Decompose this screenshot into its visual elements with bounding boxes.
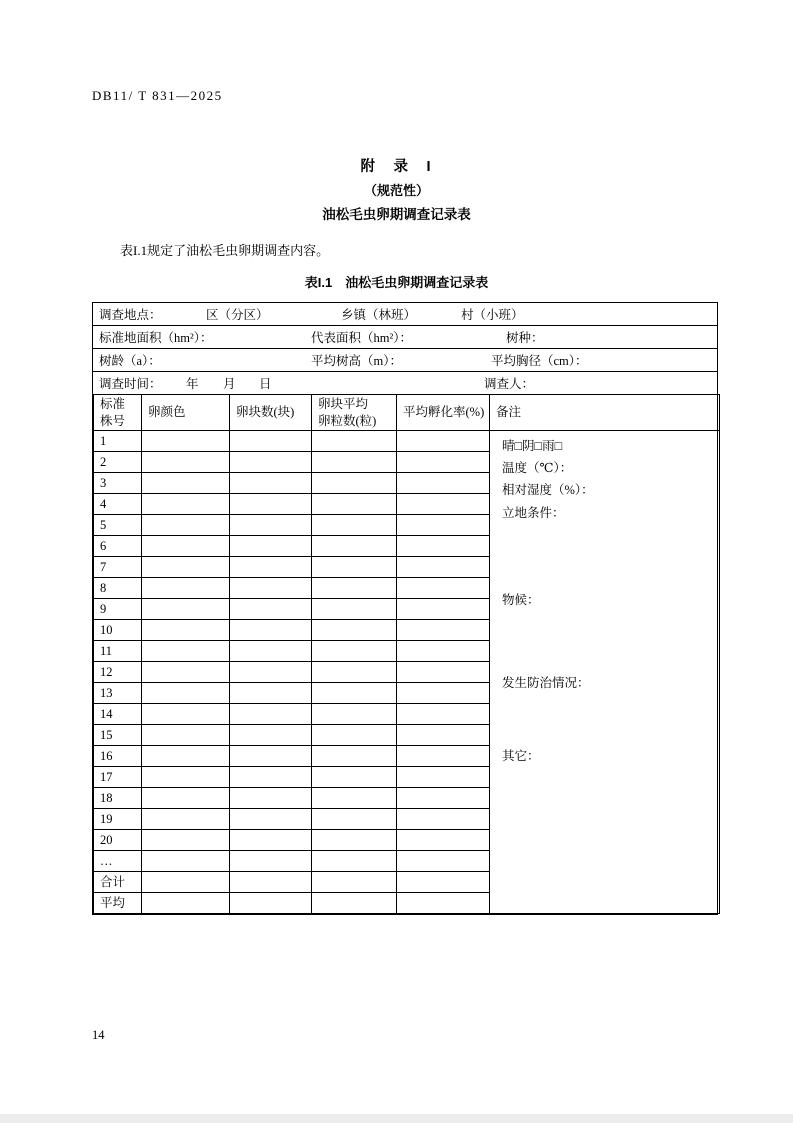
blank-cell bbox=[230, 788, 312, 809]
blank-cell bbox=[230, 767, 312, 788]
blank-cell bbox=[230, 452, 312, 473]
blank-cell bbox=[397, 809, 490, 830]
col-header-egg-mass-count bbox=[230, 395, 312, 431]
remark-line: 相对湿度（%）： bbox=[502, 482, 594, 497]
blank-cell bbox=[230, 620, 312, 641]
row-label-cell: 16 bbox=[94, 746, 142, 767]
blank-cell bbox=[230, 641, 312, 662]
row-label-cell: 17 bbox=[94, 767, 142, 788]
intro-paragraph: 表I.1规定了油松毛虫卵期调查内容。 bbox=[120, 243, 330, 258]
blank-cell bbox=[312, 662, 397, 683]
blank-cell bbox=[397, 893, 490, 914]
blank-cell bbox=[142, 767, 230, 788]
row-label-cell: 合计 bbox=[94, 872, 142, 893]
col-header-avg-eggs-per-mass bbox=[312, 395, 397, 431]
blank-cell bbox=[397, 830, 490, 851]
blank-cell bbox=[397, 557, 490, 578]
blank-cell bbox=[312, 536, 397, 557]
appendix-normative-label: （规范性） bbox=[363, 183, 429, 198]
blank-cell bbox=[142, 872, 230, 893]
blank-cell bbox=[397, 473, 490, 494]
blank-cell bbox=[397, 662, 490, 683]
remark-line: 晴□阴□雨□ bbox=[502, 438, 563, 453]
col-header-line: 卵颜色 bbox=[148, 405, 186, 420]
blank-cell bbox=[312, 851, 397, 872]
col-header-line: 平均孵化率(%) bbox=[403, 405, 485, 420]
row-label-cell: 1 bbox=[94, 431, 142, 452]
row-label-cell: 19 bbox=[94, 809, 142, 830]
row-label-cell: 12 bbox=[94, 662, 142, 683]
row-label-cell: … bbox=[94, 851, 142, 872]
blank-cell bbox=[230, 578, 312, 599]
blank-cell bbox=[230, 746, 312, 767]
blank-cell bbox=[230, 830, 312, 851]
record-row bbox=[94, 431, 720, 452]
blank-cell bbox=[142, 473, 230, 494]
blank-cell bbox=[312, 494, 397, 515]
blank-cell bbox=[312, 746, 397, 767]
blank-cell bbox=[230, 872, 312, 893]
blank-cell bbox=[312, 872, 397, 893]
blank-cell bbox=[312, 704, 397, 725]
blank-cell bbox=[312, 725, 397, 746]
blank-cell bbox=[142, 809, 230, 830]
col-header-line: 株号 bbox=[100, 413, 126, 428]
info-label-avg-dbh: 平均胸径（cm）： bbox=[491, 354, 588, 368]
row-label-cell: 13 bbox=[94, 683, 142, 704]
row-label-cell: 7 bbox=[94, 557, 142, 578]
appendix-title: 附 录 I bbox=[360, 159, 433, 175]
row-label-cell: 20 bbox=[94, 830, 142, 851]
blank-cell bbox=[142, 704, 230, 725]
blank-cell bbox=[142, 515, 230, 536]
info-label-location: 调查地点： bbox=[99, 308, 162, 322]
info-label-plot-area: 标准地面积（hm²）： bbox=[99, 331, 213, 345]
blank-cell bbox=[312, 683, 397, 704]
blank-cell bbox=[397, 725, 490, 746]
blank-cell bbox=[230, 662, 312, 683]
col-header-line: 卵块平均 bbox=[318, 397, 369, 412]
info-label-rep-area: 代表面积（hm²）： bbox=[311, 331, 412, 345]
blank-cell bbox=[312, 431, 397, 452]
blank-cell bbox=[312, 578, 397, 599]
blank-cell bbox=[230, 725, 312, 746]
blank-cell bbox=[312, 767, 397, 788]
info-label-year: 年 bbox=[186, 377, 199, 391]
info-row-area bbox=[93, 326, 717, 349]
blank-cell bbox=[312, 452, 397, 473]
row-label-cell: 14 bbox=[94, 704, 142, 725]
blank-cell bbox=[312, 893, 397, 914]
blank-cell bbox=[230, 809, 312, 830]
blank-cell bbox=[142, 452, 230, 473]
row-label-cell: 9 bbox=[94, 599, 142, 620]
info-row-location bbox=[93, 303, 717, 326]
info-label-township: 乡镇（林班） bbox=[341, 308, 417, 322]
remark-line: 物候： bbox=[502, 592, 540, 607]
col-header-line: 卵粒数(粒) bbox=[318, 413, 377, 428]
blank-cell bbox=[312, 515, 397, 536]
blank-cell bbox=[230, 599, 312, 620]
blank-cell bbox=[397, 767, 490, 788]
row-label-cell: 平均 bbox=[94, 893, 142, 914]
info-row-date bbox=[93, 372, 717, 394]
blank-cell bbox=[397, 578, 490, 599]
blank-cell bbox=[142, 599, 230, 620]
remark-line: 发生防治情况： bbox=[502, 675, 590, 690]
blank-cell bbox=[312, 620, 397, 641]
info-label-survey-time: 调查时间： bbox=[99, 377, 162, 391]
info-label-month: 月 bbox=[223, 377, 236, 391]
blank-cell bbox=[312, 641, 397, 662]
blank-cell bbox=[230, 473, 312, 494]
blank-cell bbox=[230, 536, 312, 557]
blank-cell bbox=[142, 662, 230, 683]
blank-cell bbox=[397, 515, 490, 536]
blank-cell bbox=[142, 557, 230, 578]
blank-cell bbox=[397, 641, 490, 662]
blank-cell bbox=[230, 494, 312, 515]
row-label-cell: 3 bbox=[94, 473, 142, 494]
row-label-cell: 11 bbox=[94, 641, 142, 662]
remark-line: 其它： bbox=[502, 748, 540, 763]
blank-cell bbox=[142, 536, 230, 557]
blank-cell bbox=[142, 683, 230, 704]
blank-cell bbox=[142, 893, 230, 914]
blank-cell bbox=[230, 515, 312, 536]
appendix-form-name: 油松毛虫卵期调查记录表 bbox=[322, 207, 471, 222]
page-edge bbox=[0, 1114, 793, 1123]
info-label-surveyor: 调查人： bbox=[484, 377, 535, 391]
col-header-hatch-rate bbox=[397, 395, 490, 431]
blank-cell bbox=[230, 893, 312, 914]
table-caption: 表I.1 油松毛虫卵期调查记录表 bbox=[304, 275, 489, 290]
remark-line: 温度（℃）： bbox=[502, 460, 573, 475]
blank-cell bbox=[397, 536, 490, 557]
blank-cell bbox=[142, 641, 230, 662]
blank-cell bbox=[397, 788, 490, 809]
blank-cell bbox=[397, 452, 490, 473]
blank-cell bbox=[397, 599, 490, 620]
doc-code: DB11/ T 831—2025 bbox=[92, 88, 223, 103]
row-label-cell: 10 bbox=[94, 620, 142, 641]
blank-cell bbox=[397, 494, 490, 515]
blank-cell bbox=[312, 830, 397, 851]
blank-cell bbox=[397, 746, 490, 767]
blank-cell bbox=[230, 431, 312, 452]
col-header-line: 卵块数(块) bbox=[236, 405, 295, 420]
row-label-cell: 5 bbox=[94, 515, 142, 536]
blank-cell bbox=[230, 704, 312, 725]
blank-cell bbox=[397, 851, 490, 872]
blank-cell bbox=[312, 557, 397, 578]
col-header-remarks bbox=[490, 395, 720, 431]
info-label-district: 区（分区） bbox=[206, 308, 269, 322]
remarks-content bbox=[496, 432, 719, 913]
row-label-cell: 8 bbox=[94, 578, 142, 599]
col-header-line: 标准 bbox=[100, 397, 126, 412]
blank-cell bbox=[230, 557, 312, 578]
blank-cell bbox=[142, 725, 230, 746]
blank-cell bbox=[312, 473, 397, 494]
info-label-tree-age: 树龄（a）： bbox=[99, 354, 161, 368]
blank-cell bbox=[142, 830, 230, 851]
record-table bbox=[93, 394, 720, 914]
blank-cell bbox=[142, 851, 230, 872]
blank-cell bbox=[397, 872, 490, 893]
record-table-body bbox=[94, 431, 720, 914]
info-label-avg-height: 平均树高（m）： bbox=[311, 354, 402, 368]
blank-cell bbox=[397, 620, 490, 641]
row-label-cell: 4 bbox=[94, 494, 142, 515]
blank-cell bbox=[142, 620, 230, 641]
row-label-cell: 2 bbox=[94, 452, 142, 473]
info-label-day: 日 bbox=[259, 377, 272, 391]
blank-cell bbox=[230, 683, 312, 704]
blank-cell bbox=[397, 683, 490, 704]
blank-cell bbox=[142, 746, 230, 767]
blank-cell bbox=[142, 494, 230, 515]
row-label-cell: 15 bbox=[94, 725, 142, 746]
remark-line: 立地条件： bbox=[502, 505, 565, 520]
blank-cell bbox=[397, 431, 490, 452]
col-header-line: 备注 bbox=[496, 405, 522, 420]
blank-cell bbox=[142, 788, 230, 809]
blank-cell bbox=[312, 788, 397, 809]
header-row bbox=[94, 395, 720, 431]
blank-cell bbox=[142, 431, 230, 452]
info-label-village: 村（小班） bbox=[461, 308, 524, 322]
row-label-cell: 6 bbox=[94, 536, 142, 557]
page-number: 14 bbox=[92, 1028, 105, 1042]
row-label-cell: 18 bbox=[94, 788, 142, 809]
col-header-egg-color bbox=[142, 395, 230, 431]
blank-cell bbox=[142, 578, 230, 599]
blank-cell bbox=[397, 704, 490, 725]
blank-cell bbox=[312, 809, 397, 830]
info-row-tree bbox=[93, 349, 717, 372]
blank-cell bbox=[230, 851, 312, 872]
survey-record-form bbox=[92, 302, 718, 915]
col-header-tree-no bbox=[94, 395, 142, 431]
blank-cell bbox=[312, 599, 397, 620]
info-label-tree-species: 树种： bbox=[506, 331, 544, 345]
remarks-cell bbox=[490, 431, 720, 914]
